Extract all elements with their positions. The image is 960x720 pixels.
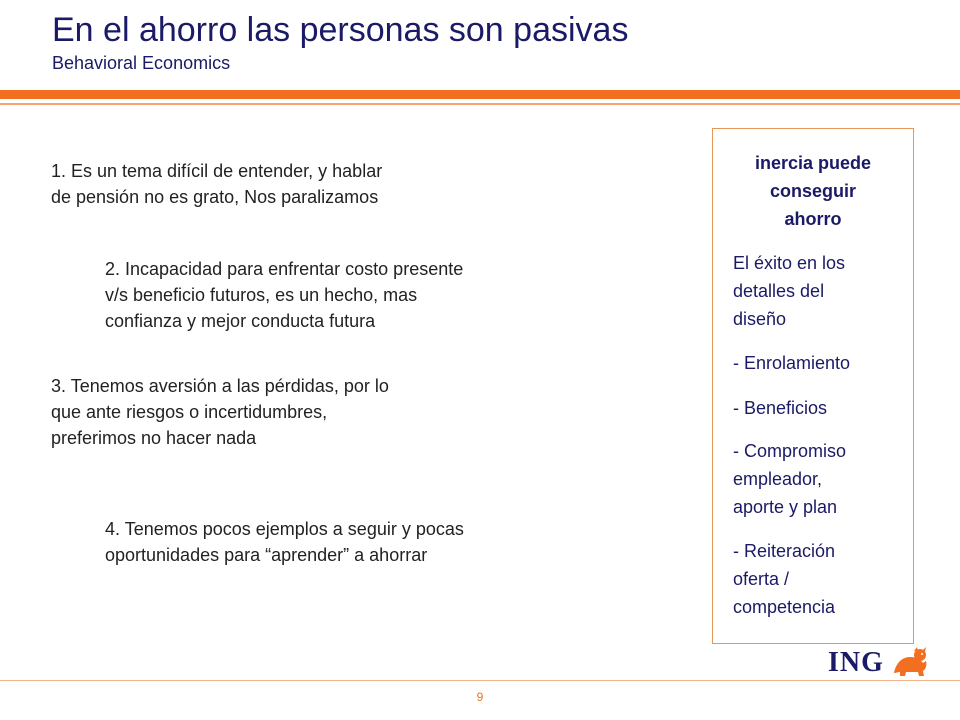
summary-box bbox=[712, 128, 914, 644]
summary-item-line: detalles del bbox=[733, 281, 825, 301]
lion-icon bbox=[890, 645, 930, 684]
point-line: preferimos no hacer nada bbox=[51, 428, 257, 448]
point-3 bbox=[51, 373, 389, 451]
point-line: que ante riesgos o incertidumbres, bbox=[51, 402, 328, 422]
summary-item-design bbox=[733, 249, 845, 333]
point-line: v/s beneficio futuros, es un hecho, mas bbox=[105, 285, 418, 305]
summary-item-line: El éxito en los bbox=[733, 253, 846, 273]
point-line: confianza y mejor conducta futura bbox=[105, 311, 376, 331]
point-1 bbox=[51, 158, 382, 210]
point-line: 1. Es un tema difícil de entender, y hablar bbox=[51, 161, 383, 181]
summary-item-compromiso bbox=[733, 437, 846, 521]
header-band bbox=[0, 90, 960, 99]
summary-item-line: - Compromiso bbox=[733, 441, 847, 461]
page-number: 9 bbox=[476, 690, 484, 704]
summary-item-line: oferta / bbox=[733, 569, 790, 589]
summary-title-line: ahorro bbox=[784, 209, 842, 229]
summary-item-reiteracion bbox=[733, 537, 835, 621]
summary-item-line: empleador, bbox=[733, 469, 823, 489]
summary-item-line: diseño bbox=[733, 309, 787, 329]
point-line: oportunidades para “aprender” a ahorrar bbox=[105, 545, 428, 565]
point-line: 2. Incapacidad para enfrentar costo presente bbox=[105, 259, 464, 279]
slide-subtitle: Behavioral Economics bbox=[52, 53, 231, 73]
ing-logo bbox=[828, 645, 938, 679]
summary-item-line: - Beneficios bbox=[733, 398, 828, 418]
summary-item-enrolamiento bbox=[733, 349, 850, 377]
point-line: 3. Tenemos aversión a las pérdidas, por lo bbox=[51, 376, 389, 396]
summary-item-line: competencia bbox=[733, 597, 836, 617]
summary-item-beneficios bbox=[733, 394, 827, 422]
point-line: 4. Tenemos pocos ejemplos a seguir y pocas bbox=[105, 519, 464, 539]
summary-title-line: conseguir bbox=[769, 181, 857, 201]
footer-divider bbox=[0, 680, 960, 681]
summary-title-line: inercia puede bbox=[754, 153, 872, 173]
summary-box-title bbox=[713, 149, 913, 233]
header-band-thin bbox=[0, 103, 960, 105]
slide-title: En el ahorro las personas son pasivas bbox=[52, 11, 629, 49]
summary-item-line: - Enrolamiento bbox=[733, 353, 851, 373]
point-4 bbox=[105, 516, 464, 568]
logo-wordmark: ING bbox=[828, 647, 884, 678]
summary-item-line: - Reiteración bbox=[733, 541, 836, 561]
point-2 bbox=[105, 256, 463, 334]
summary-item-line: aporte y plan bbox=[733, 497, 838, 517]
point-line: de pensión no es grato, Nos paralizamos bbox=[51, 187, 379, 207]
